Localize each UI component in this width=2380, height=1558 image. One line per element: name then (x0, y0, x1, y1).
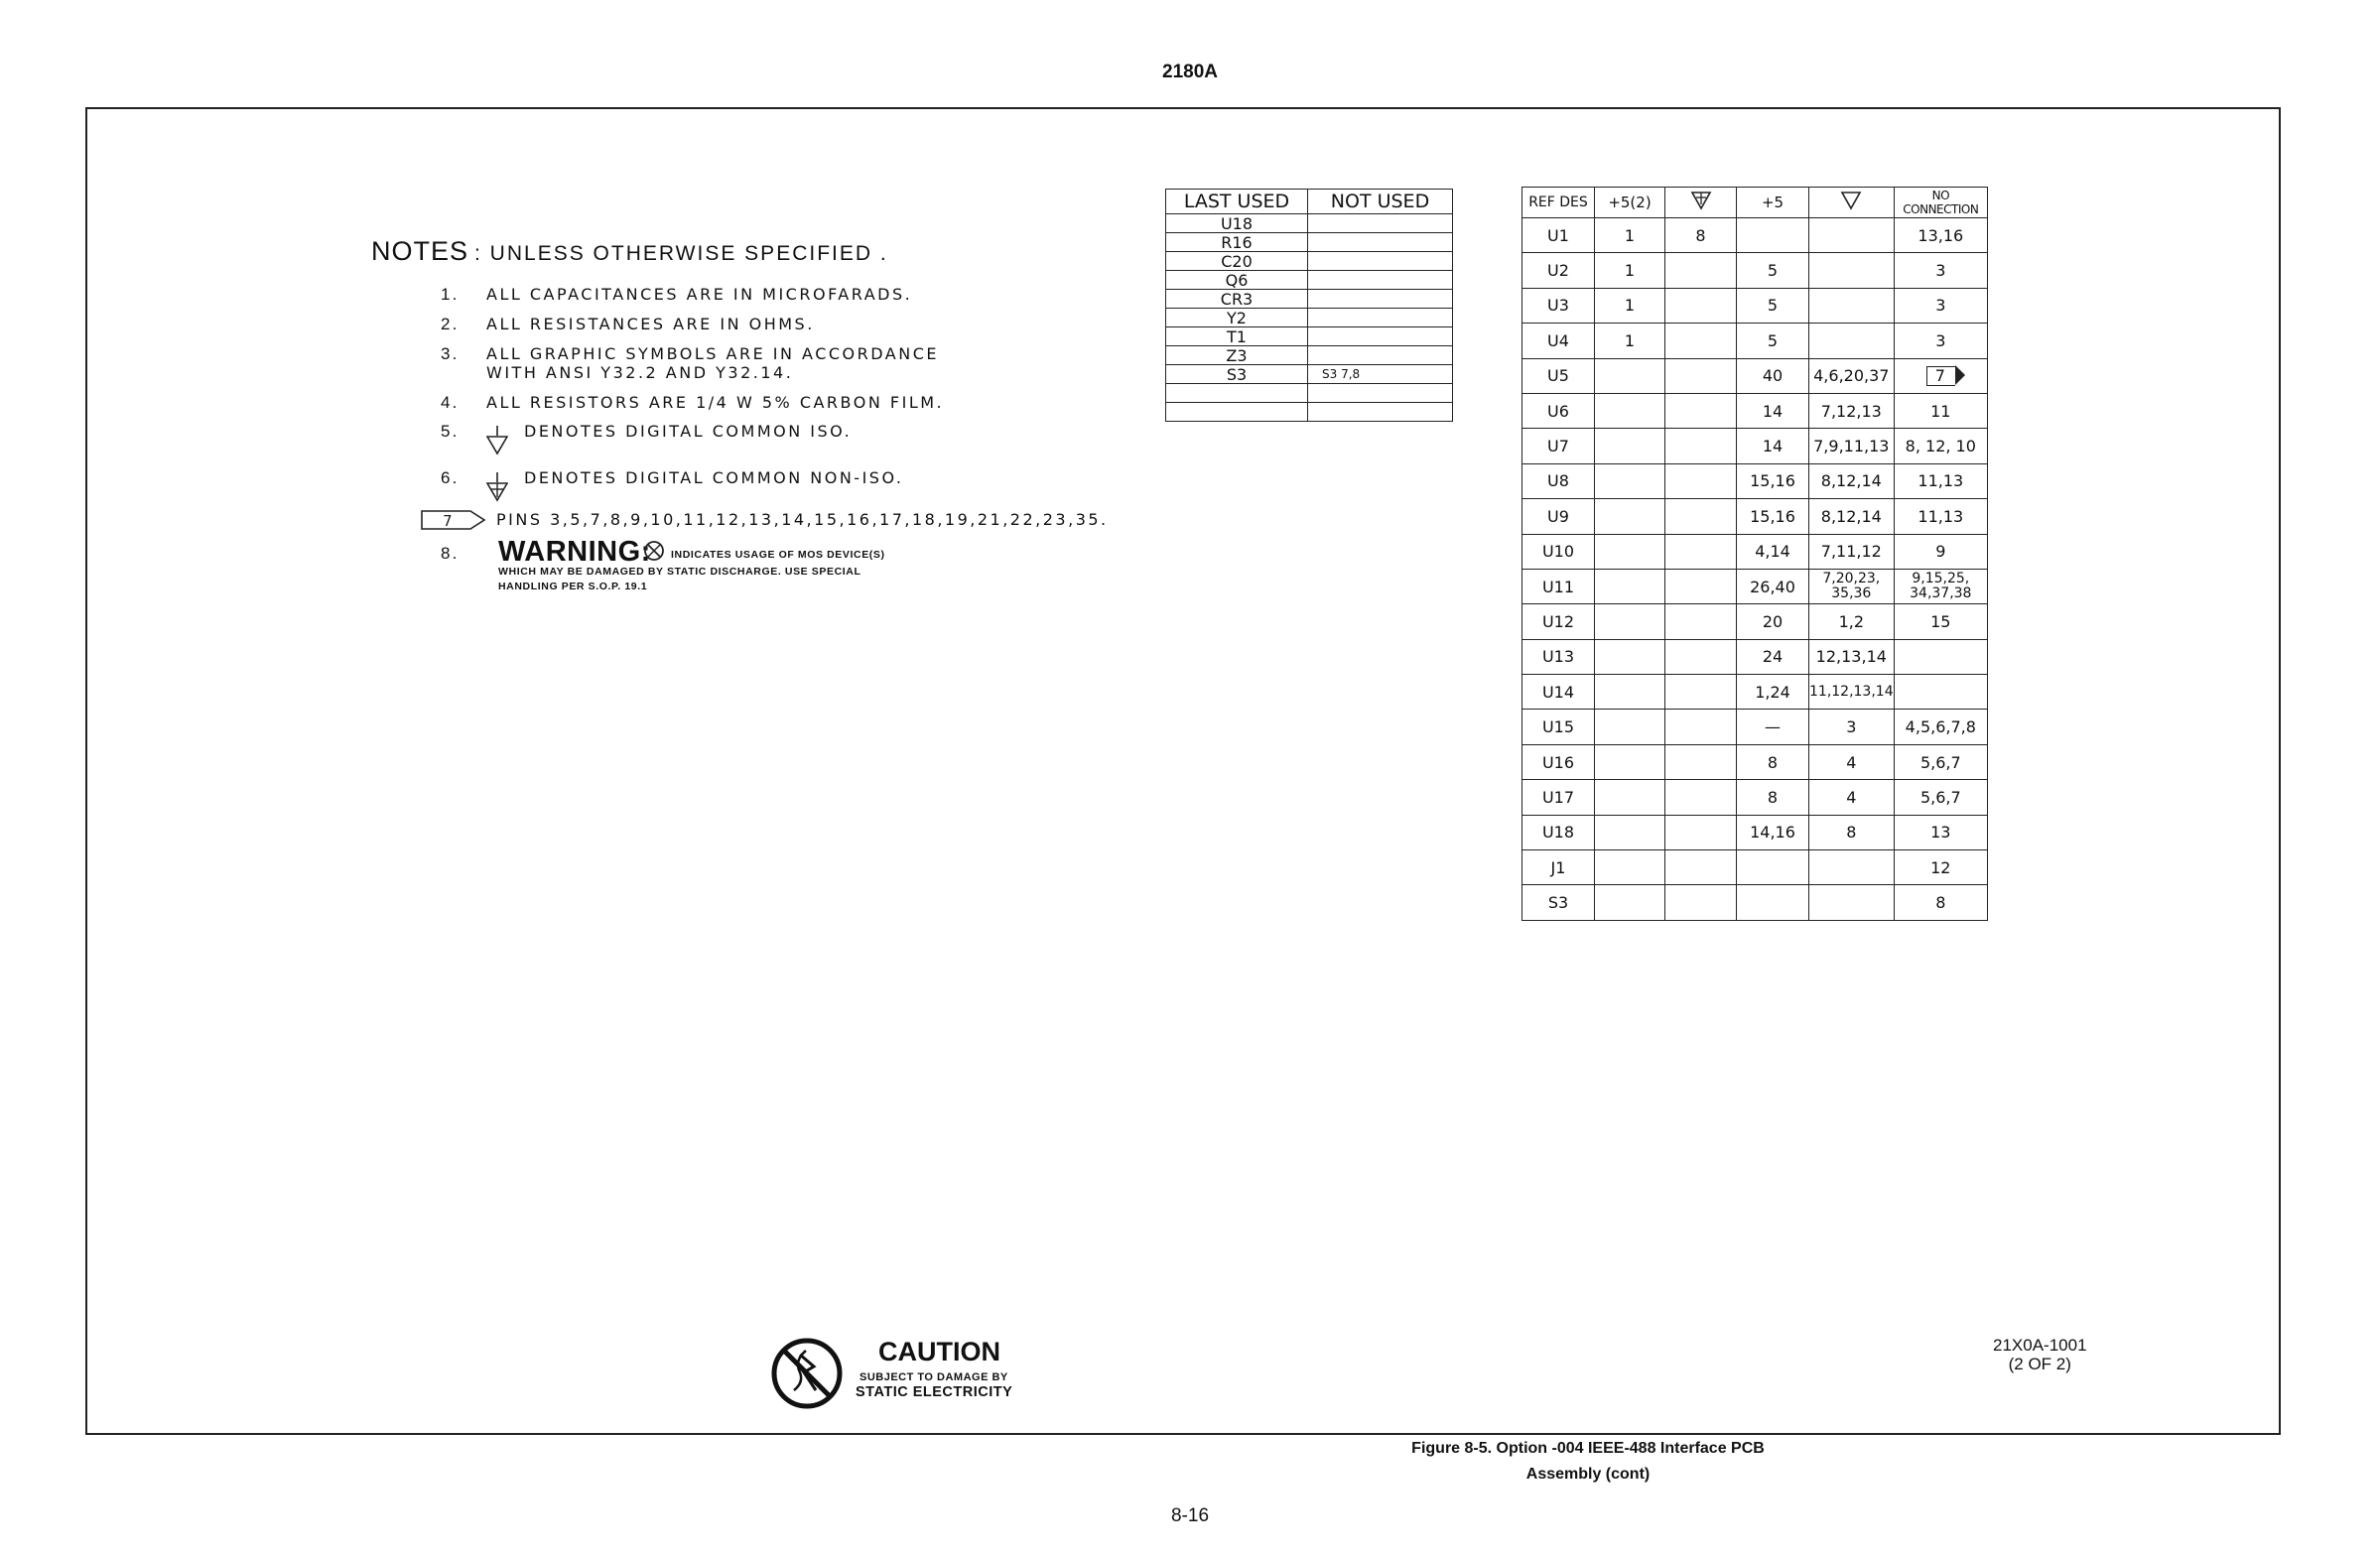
plus5-2-cell (1595, 534, 1665, 569)
figure-caption (1290, 1436, 1886, 1488)
note-number: 8. (441, 544, 460, 563)
plus5-cell: — (1737, 710, 1809, 744)
caution-title: CAUTION (878, 1337, 1000, 1366)
table-row (1166, 384, 1453, 403)
iso-ground-icon (1840, 191, 1862, 210)
non-iso-ground-cell (1665, 534, 1737, 569)
drawing-number (1993, 1336, 2087, 1373)
warning-line-1: INDICATES USAGE OF MOS DEVICE(S) (671, 549, 885, 561)
notes-title-word: NOTES (371, 236, 469, 266)
note-text: ALL RESISTORS ARE 1/4 W 5% CARBON FILM. (486, 393, 945, 412)
no-connection-cell (1894, 675, 1987, 710)
non-iso-ground-cell (1665, 358, 1737, 393)
not-used-cell (1308, 346, 1453, 365)
ref-des-cell: U14 (1522, 675, 1595, 710)
note-number: 5. (441, 422, 460, 441)
table-row (1522, 534, 1988, 569)
table-row (1522, 675, 1988, 710)
table-row (1522, 429, 1988, 463)
plus5-2-cell (1595, 429, 1665, 463)
plus5-cell: 1,24 (1737, 675, 1809, 710)
no-connection-cell: 11,13 (1894, 463, 1987, 498)
caution-line-2: STATIC ELECTRICITY (856, 1384, 1013, 1400)
iso-ground-cell (1809, 253, 1895, 288)
table-row (1522, 393, 1988, 428)
note-7 (443, 510, 1109, 530)
not-used-cell (1308, 214, 1453, 233)
note-2 (441, 315, 815, 334)
non-iso-ground-icon (486, 472, 508, 502)
static-caution-icon (770, 1337, 844, 1410)
not-used-cell (1308, 403, 1453, 422)
no-connection-cell: 11 (1894, 393, 1987, 428)
plus5-2-cell: 1 (1595, 288, 1665, 323)
ref-des-cell: U9 (1522, 499, 1595, 534)
plus5-cell: 15,16 (1737, 463, 1809, 498)
table-row (1166, 403, 1453, 422)
iso-ground-cell: 3 (1809, 710, 1895, 744)
plus5-2-cell (1595, 780, 1665, 815)
plus5-cell (1737, 218, 1809, 253)
page-header-code: 2180A (1162, 62, 1218, 82)
header-iso-ground (1809, 188, 1895, 218)
caution-line-1: SUBJECT TO DAMAGE BY (859, 1371, 1008, 1383)
last-used-cell: U18 (1166, 214, 1308, 233)
iso-ground-cell: 4 (1809, 780, 1895, 815)
last-used-cell: R16 (1166, 233, 1308, 252)
no-connection-cell: 9,15,25, 34,37,38 (1894, 569, 1987, 603)
pin-connection-table (1521, 187, 1988, 921)
pin-tag-number: 7 (443, 512, 455, 530)
no-connection-cell: 3 (1894, 253, 1987, 288)
mos-device-icon (643, 540, 665, 562)
plus5-2-cell (1595, 393, 1665, 428)
header-ref-des: REF DES (1522, 188, 1595, 218)
last-used-cell: CR3 (1166, 290, 1308, 309)
iso-ground-cell: 7,9,11,13 (1809, 429, 1895, 463)
ref-des-cell: U6 (1522, 393, 1595, 428)
plus5-2-cell (1595, 815, 1665, 849)
note-3-continued (486, 363, 793, 383)
non-iso-ground-cell (1665, 744, 1737, 779)
note-number: 3. (441, 344, 460, 363)
iso-ground-cell: 4,6,20,37 (1809, 358, 1895, 393)
non-iso-ground-icon (1690, 191, 1712, 210)
no-connection-cell: 8, 12, 10 (1894, 429, 1987, 463)
iso-ground-cell: 8,12,14 (1809, 499, 1895, 534)
note-5 (441, 422, 853, 442)
ref-des-cell: U12 (1522, 604, 1595, 639)
last-used-cell: T1 (1166, 327, 1308, 346)
iso-ground-cell: 7,20,23, 35,36 (1809, 569, 1895, 603)
not-used-cell (1308, 252, 1453, 271)
non-iso-ground-cell (1665, 710, 1737, 744)
plus5-2-cell (1595, 850, 1665, 885)
note-text: PINS 3,5,7,8,9,10,11,12,13,14,15,16,17,18,19,21,22,23,35. (496, 510, 1109, 529)
header-last-used: LAST USED (1166, 190, 1308, 214)
last-used-cell: Q6 (1166, 271, 1308, 290)
non-iso-ground-cell: 8 (1665, 218, 1737, 253)
ref-des-cell: S3 (1522, 885, 1595, 920)
table-row (1522, 463, 1988, 498)
plus5-2-cell (1595, 463, 1665, 498)
non-iso-ground-cell (1665, 463, 1737, 498)
no-connection-cell: 12 (1894, 850, 1987, 885)
ref-des-cell: U3 (1522, 288, 1595, 323)
notes-subtitle: : UNLESS OTHERWISE SPECIFIED . (474, 242, 888, 265)
non-iso-ground-cell (1665, 569, 1737, 603)
header-plus5: +5 (1737, 188, 1809, 218)
note-text: DENOTES DIGITAL COMMON NON-ISO. (524, 468, 904, 487)
not-used-cell (1308, 327, 1453, 346)
no-connection-cell: 5,6,7 (1894, 744, 1987, 779)
no-connection-cell: 13 (1894, 815, 1987, 849)
header-not-used: NOT USED (1308, 190, 1453, 214)
non-iso-ground-cell (1665, 815, 1737, 849)
plus5-cell: 26,40 (1737, 569, 1809, 603)
table-row (1522, 358, 1988, 393)
iso-ground-cell: 7,11,12 (1809, 534, 1895, 569)
no-connection-cell: 4,5,6,7,8 (1894, 710, 1987, 744)
no-connection-cell: 11,13 (1894, 499, 1987, 534)
notes-title (371, 236, 888, 267)
not-used-cell (1308, 309, 1453, 327)
last-used-cell: Y2 (1166, 309, 1308, 327)
plus5-2-cell (1595, 885, 1665, 920)
last-used-cell: S3 (1166, 365, 1308, 384)
table-row (1522, 639, 1988, 674)
no-connection-cell: 8 (1894, 885, 1987, 920)
plus5-2-cell (1595, 675, 1665, 710)
non-iso-ground-cell (1665, 675, 1737, 710)
plus5-cell: 20 (1737, 604, 1809, 639)
not-used-cell (1308, 233, 1453, 252)
table-row (1166, 214, 1453, 233)
table-row (1166, 233, 1453, 252)
ref-des-cell: U16 (1522, 744, 1595, 779)
header-no-connection: NO CONNECTION (1894, 188, 1987, 218)
plus5-2-cell: 1 (1595, 324, 1665, 358)
ref-des-cell: U18 (1522, 815, 1595, 849)
non-iso-ground-cell (1665, 499, 1737, 534)
drawing-number-line-2: (2 OF 2) (2008, 1355, 2071, 1373)
ref-des-cell: U1 (1522, 218, 1595, 253)
table-row (1166, 271, 1453, 290)
not-used-cell (1308, 271, 1453, 290)
iso-ground-cell: 8,12,14 (1809, 463, 1895, 498)
no-connection-cell: 3 (1894, 288, 1987, 323)
non-iso-ground-cell (1665, 253, 1737, 288)
non-iso-ground-cell (1665, 393, 1737, 428)
not-used-cell (1308, 384, 1453, 403)
non-iso-ground-cell (1665, 429, 1737, 463)
non-iso-ground-cell (1665, 604, 1737, 639)
last-used-cell (1166, 403, 1308, 422)
plus5-cell: 8 (1737, 744, 1809, 779)
pin-tag-icon (1926, 366, 1955, 386)
last-used-cell: Z3 (1166, 346, 1308, 365)
ref-des-cell: U13 (1522, 639, 1595, 674)
iso-ground-cell (1809, 850, 1895, 885)
drawing-number-line-1: 21X0A-1001 (1993, 1336, 2087, 1355)
plus5-cell: 14,16 (1737, 815, 1809, 849)
table-row (1522, 499, 1988, 534)
iso-ground-icon (486, 426, 508, 455)
plus5-2-cell: 1 (1595, 218, 1665, 253)
iso-ground-cell: 1,2 (1809, 604, 1895, 639)
note-number: 1. (441, 285, 460, 304)
note-text: ALL CAPACITANCES ARE IN MICROFARADS. (486, 285, 913, 304)
last-used-table (1165, 189, 1453, 422)
not-used-cell (1308, 290, 1453, 309)
ref-des-cell: U4 (1522, 324, 1595, 358)
table-row (1166, 290, 1453, 309)
table-row (1522, 569, 1988, 603)
plus5-2-cell (1595, 710, 1665, 744)
iso-ground-cell: 8 (1809, 815, 1895, 849)
note-1 (441, 285, 913, 305)
no-connection-cell (1894, 358, 1987, 393)
non-iso-ground-cell (1665, 780, 1737, 815)
header-plus5-2: +5(2) (1595, 188, 1665, 218)
table-row (1166, 309, 1453, 327)
plus5-2-cell (1595, 569, 1665, 603)
plus5-2-cell (1595, 744, 1665, 779)
table-row (1522, 780, 1988, 815)
warning-line-2: WHICH MAY BE DAMAGED BY STATIC DISCHARGE. USE SPECIAL (498, 566, 861, 578)
plus5-cell: 5 (1737, 288, 1809, 323)
ref-des-cell: U2 (1522, 253, 1595, 288)
note-text: ALL GRAPHIC SYMBOLS ARE IN ACCORDANCE (486, 344, 939, 363)
last-used-cell (1166, 384, 1308, 403)
pin-tag-number: 7 (1934, 365, 1945, 385)
table-row (1522, 253, 1988, 288)
table-row (1166, 327, 1453, 346)
plus5-cell: 14 (1737, 393, 1809, 428)
plus5-2-cell (1595, 604, 1665, 639)
table-row (1522, 885, 1988, 920)
plus5-cell (1737, 850, 1809, 885)
warning-line-3: HANDLING PER S.O.P. 19.1 (498, 581, 648, 592)
no-connection-cell (1894, 639, 1987, 674)
note-number: 6. (441, 468, 460, 487)
note-3 (441, 344, 939, 364)
table-row (1522, 218, 1988, 253)
iso-ground-cell (1809, 885, 1895, 920)
ref-des-cell: U15 (1522, 710, 1595, 744)
note-text: ALL RESISTANCES ARE IN OHMS. (486, 315, 815, 333)
pin-tag-arrow (1955, 365, 1965, 385)
plus5-cell: 5 (1737, 324, 1809, 358)
non-iso-ground-cell (1665, 639, 1737, 674)
non-iso-ground-cell (1665, 288, 1737, 323)
plus5-cell: 4,14 (1737, 534, 1809, 569)
note-text: DENOTES DIGITAL COMMON ISO. (524, 422, 853, 441)
not-used-cell: S3 7,8 (1308, 365, 1453, 384)
last-used-cell: C20 (1166, 252, 1308, 271)
ref-des-cell: U10 (1522, 534, 1595, 569)
iso-ground-cell: 12,13,14 (1809, 639, 1895, 674)
plus5-cell: 24 (1737, 639, 1809, 674)
ref-des-cell: U17 (1522, 780, 1595, 815)
warning-label: WARNING: (498, 536, 651, 568)
note-number: 2. (441, 315, 460, 333)
iso-ground-cell (1809, 324, 1895, 358)
note-number: 4. (441, 393, 460, 412)
table-row (1522, 604, 1988, 639)
iso-ground-cell: 11,12,13,14 (1809, 675, 1895, 710)
plus5-cell: 40 (1737, 358, 1809, 393)
ref-des-cell: U11 (1522, 569, 1595, 603)
table-row (1522, 288, 1988, 323)
table-row (1522, 850, 1988, 885)
table-row (1522, 744, 1988, 779)
table-row (1522, 710, 1988, 744)
ref-des-cell: U8 (1522, 463, 1595, 498)
non-iso-ground-cell (1665, 885, 1737, 920)
plus5-cell: 5 (1737, 253, 1809, 288)
no-connection-cell: 15 (1894, 604, 1987, 639)
table-row (1166, 346, 1453, 365)
no-connection-cell: 13,16 (1894, 218, 1987, 253)
iso-ground-cell (1809, 288, 1895, 323)
iso-ground-cell: 4 (1809, 744, 1895, 779)
ref-des-cell: U5 (1522, 358, 1595, 393)
ref-des-cell: J1 (1522, 850, 1595, 885)
plus5-2-cell (1595, 639, 1665, 674)
table-row (1166, 365, 1453, 384)
plus5-cell: 8 (1737, 780, 1809, 815)
iso-ground-cell (1809, 218, 1895, 253)
plus5-2-cell: 1 (1595, 253, 1665, 288)
iso-ground-cell: 7,12,13 (1809, 393, 1895, 428)
plus5-2-cell (1595, 358, 1665, 393)
note-4 (441, 393, 945, 413)
note-6 (441, 468, 904, 488)
note-text: WITH ANSI Y32.2 AND Y32.14. (486, 363, 794, 382)
ref-des-cell: U7 (1522, 429, 1595, 463)
header-non-iso-ground (1665, 188, 1737, 218)
plus5-cell: 14 (1737, 429, 1809, 463)
page-number: 8-16 (1170, 1505, 1210, 1526)
non-iso-ground-cell (1665, 324, 1737, 358)
plus5-cell: 15,16 (1737, 499, 1809, 534)
caption-line-1: Figure 8-5. Option -004 IEEE-488 Interface PCB (1411, 1440, 1765, 1457)
table-row (1522, 324, 1988, 358)
pin-tag-icon (421, 509, 486, 531)
plus5-2-cell (1595, 499, 1665, 534)
no-connection-cell: 5,6,7 (1894, 780, 1987, 815)
non-iso-ground-cell (1665, 850, 1737, 885)
caption-line-2: Assembly (cont) (1525, 1466, 1651, 1483)
plus5-cell (1737, 885, 1809, 920)
table-row (1522, 815, 1988, 849)
no-connection-cell: 3 (1894, 324, 1987, 358)
no-connection-cell: 9 (1894, 534, 1987, 569)
table-row (1166, 252, 1453, 271)
